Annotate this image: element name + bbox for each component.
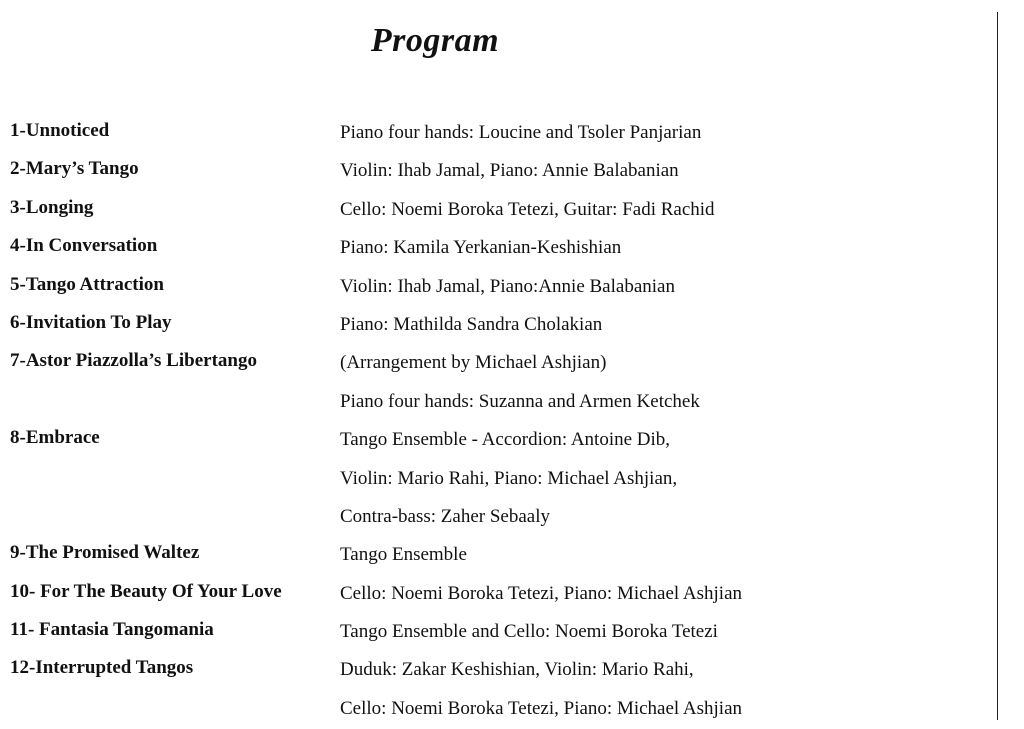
piece-title: 6-Invitation To Play [10,311,172,333]
performers: Violin: Ihab Jamal, Piano:Annie Balabanian [340,275,675,297]
program-row [0,384,990,422]
program-row [0,576,990,614]
performers: Piano four hands: Suzanna and Armen Ketchek [340,390,700,412]
program-row [0,153,990,191]
performers: Tango Ensemble and Cello: Noemi Boroka Tetezi [340,621,718,643]
program-row [0,230,990,268]
piece-title: 9-The Promised Waltez [10,542,200,564]
performers: Piano four hands: Loucine and Tsoler Panjarian [340,122,702,143]
performers: Contra-bass: Zaher Sebaaly [340,505,550,527]
performers: Tango Ensemble - Accordion: Antoine Dib, [340,429,671,451]
program-row [0,614,990,652]
program-row [0,499,990,537]
right-margin-rule [997,12,998,720]
performers: Cello: Noemi Boroka Tetezi, Piano: Michael Ashjian [340,582,742,604]
performers: Piano: Mathilda Sandra Cholakian [340,313,603,335]
program-row [0,461,990,499]
piece-title: 5-Tango Attraction [10,273,164,295]
piece-title: 12-Interrupted Tangos [10,657,194,679]
piece-title: 10- For The Beauty Of Your Love [10,580,282,602]
performers: Piano: Kamila Yerkanian-Keshishian [340,237,622,259]
piece-title: 11- Fantasia Tangomania [10,619,214,641]
piece-title: 1-Unnoticed [10,120,110,141]
piece-title: 8-Embrace [10,427,100,449]
performers: Tango Ensemble [340,544,467,566]
page-title: Program [370,22,500,59]
program-row [0,307,990,345]
program-list [0,115,990,729]
performers: (Arrangement by Michael Ashjian) [340,352,607,374]
performers: Violin: Mario Rahi, Piano: Michael Ashjian, [340,467,678,489]
program-row [0,652,990,690]
performers: Cello: Noemi Boroka Tetezi, Guitar: Fadi Rachid [340,198,715,220]
program-row [0,192,990,230]
program-row [0,422,990,460]
piece-title: 2-Mary’s Tango [10,158,139,180]
program-row [0,345,990,383]
performers: Cello: Noemi Boroka Tetezi, Piano: Michael Ashjian [340,697,742,719]
performers: Violin: Ihab Jamal, Piano: Annie Balabanian [340,160,679,182]
piece-title: 7-Astor Piazzolla’s Libertango [10,350,257,372]
program-row [0,115,990,153]
piece-title: 4-In Conversation [10,235,158,257]
program-row [0,691,990,729]
program-row [0,537,990,575]
performers: Duduk: Zakar Keshishian, Violin: Mario Rahi, [340,659,694,681]
piece-title: 3-Longing [10,196,94,218]
program-row [0,269,990,307]
